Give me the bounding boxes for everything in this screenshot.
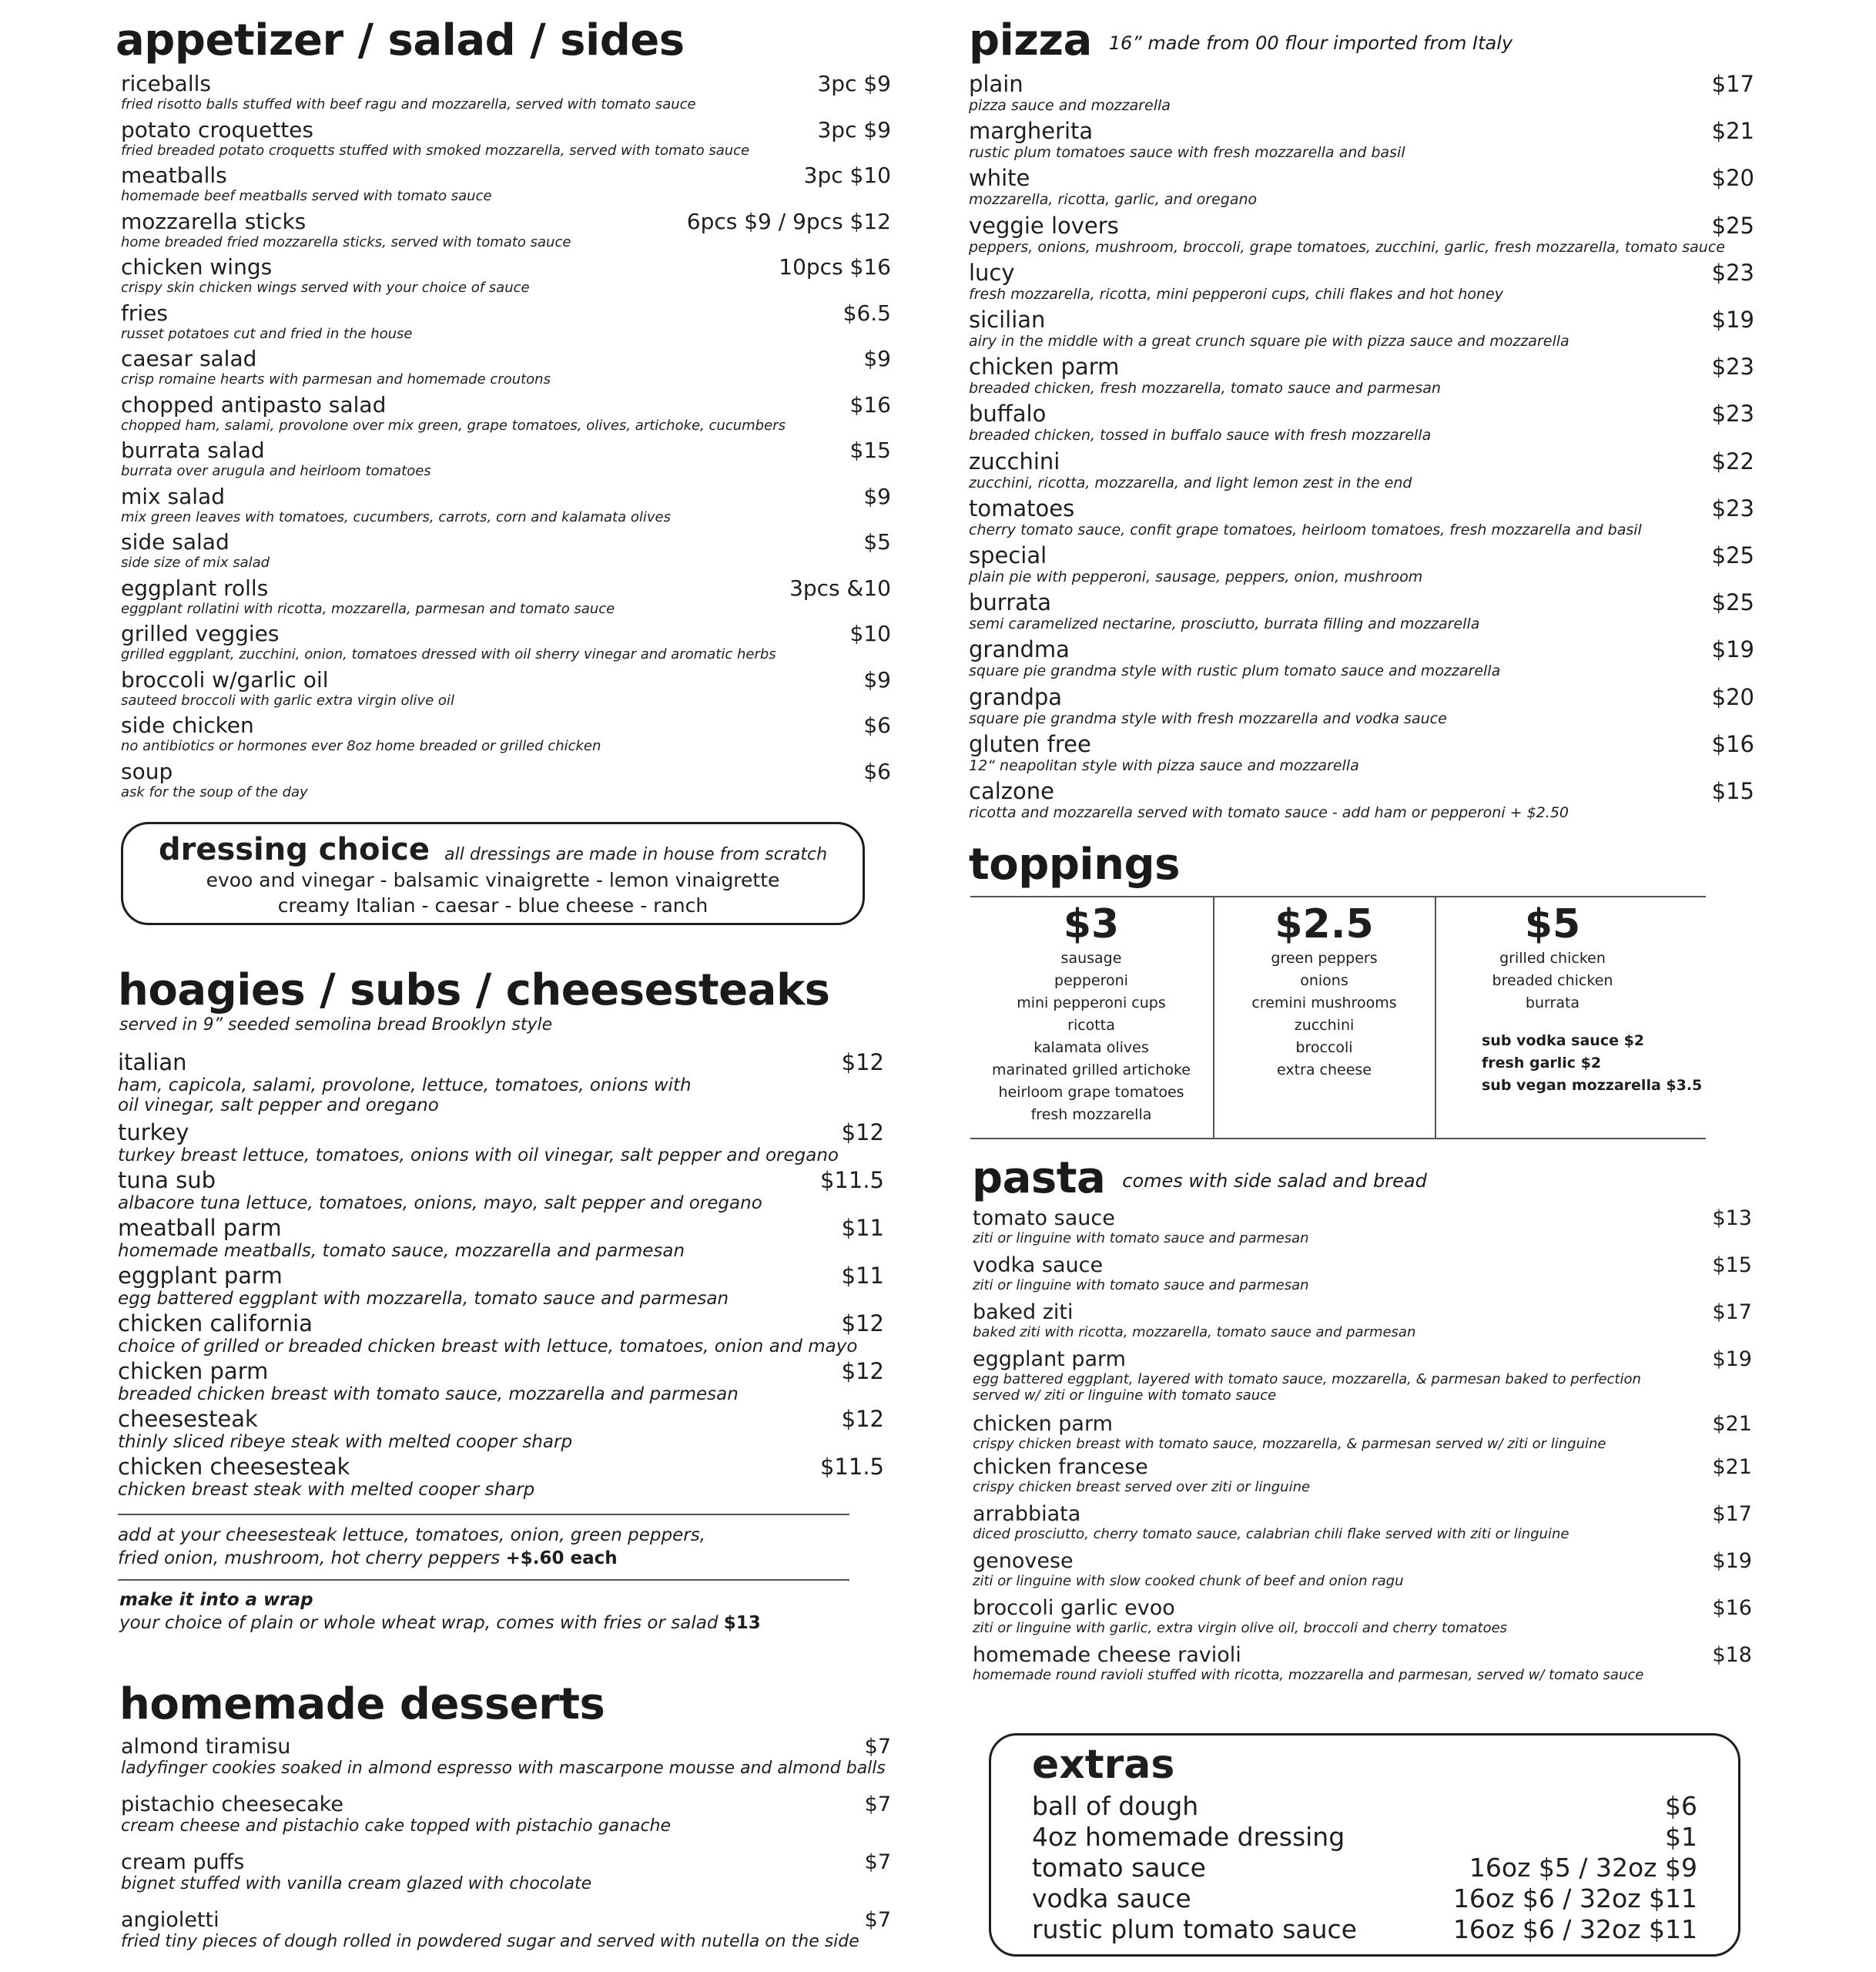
menu-item (969, 401, 1754, 444)
item-description: turkey breast lettuce, tomatoes, onions with oil vinegar, salt pepper and oregano (118, 1145, 839, 1165)
hoagies-heading: hoagies / subs / cheesesteaks (118, 965, 830, 1015)
pasta-list (973, 1206, 1752, 1692)
item-description: albacore tuna lettuce, tomatoes, onions, mayo, salt pepper and oregano (118, 1193, 762, 1213)
menu-item (121, 621, 891, 662)
item-name: mozzarella sticks (121, 208, 307, 234)
item-price: $7 (864, 1793, 891, 1816)
addons-price: +$.60 each (505, 1548, 618, 1568)
item-description: bignet stuffed with vanilla cream glazed with chocolate (121, 1874, 592, 1893)
item-price: $20 (1711, 683, 1754, 710)
item-name: burrata (969, 589, 1052, 616)
menu-item (969, 71, 1754, 114)
extras-title: extras (1032, 1742, 1175, 1788)
item-price: 3pcs &10 (789, 575, 891, 601)
item-price: $15 (1711, 778, 1754, 804)
item-description: grilled eggplant, zucchini, onion, tomatoes dressed with oil sherry vinegar and aromatic herbs (121, 646, 776, 662)
item-description: rustic plum tomatoes sauce with fresh mozzarella and basil (969, 144, 1405, 162)
extra-price: 16oz $6 / 32oz $11 (1452, 1883, 1697, 1913)
topping-price: $2.5 (1275, 901, 1374, 947)
menu-item (121, 254, 891, 296)
item-description: airy in the middle with a great crunch square pie with pizza sauce and mozzarella (969, 333, 1569, 350)
item-price: $22 (1711, 448, 1754, 475)
item-name: grandpa (969, 683, 1063, 710)
menu-item (969, 589, 1754, 632)
item-name: broccoli garlic evoo (973, 1596, 1175, 1620)
pasta-heading: pasta comes with side salad and bread (972, 1153, 1427, 1203)
menu-item (973, 1206, 1752, 1246)
item-price: $21 (1712, 1455, 1752, 1479)
item-name: chopped antipasto salad (121, 391, 387, 418)
menu-item (969, 165, 1754, 208)
item-price: $23 (1711, 259, 1754, 286)
menu-item (121, 346, 891, 387)
item-price: 10pcs $16 (779, 254, 891, 280)
item-price: $10 (849, 621, 891, 646)
item-name: veggie lovers (969, 212, 1119, 239)
topping-item: fresh mozzarella (1030, 1106, 1152, 1123)
item-description: homemade meatballs, tomato sauce, mozzarella and parmesan (118, 1241, 685, 1261)
item-price: $7 (864, 1735, 891, 1759)
menu-item (121, 163, 891, 204)
menu-item (969, 636, 1754, 679)
menu-item (118, 1263, 884, 1309)
item-price: $7 (864, 1908, 891, 1932)
item-name: angioletti (121, 1908, 219, 1932)
item-description: thinly sliced ribeye steak with melted cooper sharp (118, 1432, 573, 1452)
extra-name: 4oz homemade dressing (1032, 1822, 1345, 1852)
item-description: choice of grilled or breaded chicken breast with lettuce, tomatoes, onion and mayo (118, 1336, 858, 1357)
extra-price: 16oz $6 / 32oz $11 (1452, 1914, 1697, 1944)
item-price: $17 (1712, 1502, 1752, 1526)
topping-item: mini pepperoni cups (1017, 994, 1166, 1011)
item-name: white (969, 165, 1030, 192)
item-name: chicken wings (121, 254, 273, 280)
extra-name: vodka sauce (1032, 1883, 1191, 1913)
item-name: cheesesteak (118, 1406, 258, 1432)
toppings-bottom-rule (970, 1138, 1706, 1139)
pizza-list (969, 71, 1754, 826)
menu-item (121, 117, 891, 159)
extras-box (989, 1733, 1740, 1957)
item-price: 3pc $9 (817, 116, 891, 143)
item-description: zucchini, ricotta, mozzarella, and light lemon zest in the end (969, 474, 1412, 491)
item-price: $12 (841, 1358, 884, 1384)
item-name: riceballs (121, 71, 211, 96)
item-name: side salad (121, 529, 229, 555)
item-description: homemade round ravioli stuffed with ricotta, mozzarella and parmesan, served w/ tomato sauce (973, 1667, 1644, 1683)
dressing-title: dressing choice (158, 832, 430, 867)
item-description: plain pie with pepperoni, sausage, peppers, onion, mushroom (969, 568, 1423, 585)
topping-item: pepperoni (1054, 972, 1128, 989)
menu-item (118, 1119, 884, 1165)
toppings-top-rule (970, 896, 1706, 897)
item-price: $15 (849, 438, 891, 463)
extra-name: rustic plum tomato sauce (1032, 1914, 1357, 1944)
extras-row (1032, 1853, 1697, 1883)
item-description: mozzarella, ricotta, garlic, and oregano (969, 191, 1258, 209)
item-name: soup (121, 758, 173, 784)
item-name: chicken parm (118, 1358, 269, 1384)
menu-item (118, 1215, 884, 1261)
menu-item (969, 495, 1754, 538)
item-name: turkey (118, 1119, 189, 1145)
item-name: burrata salad (121, 438, 265, 463)
menu-item (969, 684, 1754, 727)
topping-item: broccoli (1295, 1039, 1353, 1056)
item-description: crisp romaine hearts with parmesan and homemade croutons (121, 371, 551, 387)
dressing-choice-box (121, 822, 865, 925)
menu-item (121, 1908, 891, 1951)
item-name: chicken california (118, 1310, 313, 1336)
item-price: $6 (863, 713, 891, 738)
item-price: $11 (841, 1263, 884, 1289)
item-price: $16 (849, 391, 891, 418)
menu-item (121, 392, 891, 434)
item-price: $25 (1711, 589, 1754, 616)
wrap-price: $13 (723, 1613, 761, 1633)
item-name: baked ziti (973, 1300, 1074, 1324)
menu-item (969, 354, 1754, 397)
item-price: $20 (1711, 165, 1754, 192)
divider (118, 1579, 849, 1581)
menu-item (973, 1253, 1752, 1293)
item-name: lucy (969, 259, 1015, 286)
menu-item (973, 1502, 1752, 1542)
menu-item (973, 1643, 1752, 1683)
item-description: oil vinegar, salt pepper and oregano (118, 1095, 439, 1115)
item-name: fries (121, 300, 168, 326)
menu-item (969, 778, 1754, 821)
extras-row (1032, 1822, 1697, 1853)
menu-item (121, 575, 891, 617)
desserts-list (121, 1735, 891, 1966)
item-description: ham, capicola, salami, provolone, lettuce, tomatoes, onions with (118, 1075, 692, 1095)
topping-extra: sub vodka sauce $2 (1482, 1032, 1645, 1049)
item-description: egg battered eggplant, layered with tomato sauce, mozzarella, & parmesan baked to perfection (973, 1371, 1641, 1387)
item-description: mix green leaves with tomatoes, cucumbers, carrots, corn and kalamata olives (121, 508, 671, 525)
topping-extra: fresh garlic $2 (1482, 1055, 1602, 1072)
item-description: peppers, onions, mushroom, broccoli, grape tomatoes, zucchini, garlic, fresh mozzarella, tomato sauce (969, 238, 1725, 256)
topping-item: burrata (1525, 994, 1580, 1011)
item-name: caesar salad (121, 346, 257, 371)
pizza-heading: pizza 16” made from 00 flour imported from Italy (969, 15, 1513, 65)
topping-price: $3 (1063, 901, 1120, 947)
menu-item (969, 542, 1754, 585)
item-description: fresh mozzarella, ricotta, mini pepperoni cups, chili flakes and hot honey (969, 285, 1503, 303)
item-price: $23 (1711, 354, 1754, 381)
menu-item (118, 1049, 884, 1115)
item-price: $16 (1712, 1596, 1752, 1620)
item-name: potato croquettes (121, 116, 313, 143)
item-name: almond tiramisu (121, 1735, 291, 1759)
item-price: $7 (864, 1850, 891, 1874)
item-name: cream puffs (121, 1850, 245, 1874)
item-description: semi caramelized nectarine, prosciutto, burrata filling and mozzarella (969, 615, 1480, 633)
menu-item (121, 1793, 891, 1836)
item-description: no antibiotics or hormones ever 8oz home breaded or grilled chicken (121, 738, 601, 754)
topping-item: kalamata olives (1033, 1039, 1149, 1056)
appetizers-list (121, 71, 891, 807)
extra-price: $6 (1665, 1791, 1697, 1821)
item-price: $6.5 (843, 300, 891, 326)
item-description: fried breaded potato croquetts stuffed with smoked mozzarella, served with tomato sauce (121, 142, 750, 159)
item-price: $17 (1711, 71, 1754, 97)
item-name: meatballs (121, 163, 227, 188)
item-description: fried risotto balls stuffed with beef ragu and mozzarella, served with tomato sauce (121, 96, 696, 112)
item-name: plain (969, 71, 1023, 97)
item-name: mix salad (121, 483, 225, 509)
item-name: italian (118, 1049, 187, 1075)
dressing-options-line-1: evoo and vinegar - balsamic vinaigrette - lemon vinaigrette (206, 869, 780, 891)
item-price: $11 (841, 1215, 884, 1241)
item-name: homemade cheese ravioli (973, 1643, 1241, 1667)
toppings-col-3 (972, 901, 1211, 1126)
item-name: eggplant parm (973, 1347, 1126, 1371)
topping-extra: sub vegan mozzarella $3.5 (1482, 1077, 1703, 1094)
divider (118, 1514, 849, 1515)
extras-row (1032, 1914, 1697, 1945)
item-name: chicken francese (973, 1455, 1148, 1479)
wrap-option (119, 1588, 761, 1635)
toppings-heading: toppings (969, 840, 1180, 890)
menu-item (121, 438, 891, 479)
menu-item (121, 1735, 891, 1778)
item-description: ladyfinger cookies soaked in almond espresso with mascarpone mousse and almond balls (121, 1759, 886, 1778)
item-name: special (969, 542, 1047, 568)
extras-row (1032, 1791, 1697, 1822)
menu-item (969, 260, 1754, 303)
item-price: 3pc $10 (803, 163, 891, 188)
extra-name: ball of dough (1032, 1791, 1199, 1821)
menu-item (969, 448, 1754, 491)
item-price: $23 (1711, 401, 1754, 428)
menu-item (969, 118, 1754, 161)
item-price: $6 (863, 758, 891, 784)
item-price: $13 (1712, 1206, 1752, 1230)
item-name: sicilian (969, 307, 1046, 333)
hoagies-list (118, 1049, 884, 1511)
item-name: side chicken (121, 713, 254, 738)
item-name: zucchini (969, 448, 1060, 475)
item-name: chicken parm (969, 354, 1120, 381)
menu-item (969, 731, 1754, 774)
item-price: $12 (841, 1406, 884, 1432)
item-price: $15 (1712, 1253, 1752, 1277)
item-description: served w/ ziti or linguine with tomato sauce (973, 1387, 1277, 1404)
item-name: gluten free (969, 730, 1091, 757)
topping-price: $5 (1524, 901, 1581, 947)
wrap-text: your choice of plain or whole wheat wrap, comes with fries or salad (119, 1613, 719, 1633)
item-price: 6pcs $9 / 9pcs $12 (686, 208, 891, 234)
topping-item: ricotta (1067, 1017, 1115, 1034)
item-price: 3pc $9 (817, 71, 891, 96)
menu-item (121, 667, 891, 709)
item-description: burrata over arugula and heirloom tomatoes (121, 463, 431, 479)
item-price: $9 (863, 666, 891, 693)
menu-item (973, 1549, 1752, 1589)
topping-item: sausage (1060, 950, 1122, 967)
item-description: eggplant rollatini with ricotta, mozzarella, parmesan and tomato sauce (121, 600, 615, 617)
toppings-col-5 (1437, 901, 1703, 1097)
item-description: cream cheese and pistachio cake topped with pistachio ganache (121, 1816, 672, 1836)
item-description: breaded chicken, fresh mozzarella, tomato sauce and parmesan (969, 380, 1441, 397)
menu-item (121, 209, 891, 250)
item-name: calzone (969, 778, 1054, 804)
item-description: side size of mix salad (121, 555, 270, 571)
item-description: diced prosciutto, cherry tomato sauce, calabrian chili flake served with ziti or linguine (973, 1526, 1569, 1542)
item-description: crispy chicken breast with tomato sauce, mozzarella, & parmesan served w/ ziti or linguine (973, 1436, 1606, 1452)
item-name: genovese (973, 1549, 1074, 1573)
menu-item (973, 1347, 1752, 1404)
item-name: meatball parm (118, 1215, 282, 1241)
menu-item (118, 1167, 884, 1213)
topping-item: extra cheese (1277, 1061, 1372, 1078)
item-description: square pie grandma style with rustic plum tomato sauce and mozzarella (969, 662, 1501, 680)
item-name: tomatoes (969, 495, 1075, 522)
topping-item: cremini mushrooms (1251, 994, 1397, 1011)
item-description: ziti or linguine with tomato sauce and parmesan (973, 1230, 1309, 1246)
menu-item (118, 1406, 884, 1452)
item-description: baked ziti with ricotta, mozzarella, tomato sauce and parmesan (973, 1324, 1416, 1340)
topping-item: breaded chicken (1492, 972, 1613, 989)
menu-item (118, 1310, 884, 1357)
menu-item (121, 529, 891, 571)
item-description: crispy chicken breast served over ziti or linguine (973, 1479, 1311, 1495)
item-price: $25 (1711, 542, 1754, 568)
item-price: $19 (1711, 636, 1754, 663)
item-name: tuna sub (118, 1167, 216, 1193)
item-name: margherita (969, 118, 1094, 145)
item-name: chicken cheesesteak (118, 1454, 350, 1480)
dressing-options-line-2: creamy Italian - caesar - blue cheese - ranch (277, 894, 709, 917)
item-price: $11.5 (819, 1454, 884, 1480)
item-price: $16 (1711, 730, 1754, 757)
item-description: ziti or linguine with tomato sauce and parmesan (973, 1277, 1309, 1293)
wrap-title: make it into a wrap (119, 1590, 313, 1610)
item-description: chopped ham, salami, provolone over mix green, grape tomatoes, olives, artichoke, cucumbers (121, 417, 786, 434)
addons-line-1: add at your cheesesteak lettuce, tomatoes, onion, green peppers, (118, 1525, 705, 1545)
item-price: $17 (1712, 1300, 1752, 1324)
toppings-divider (1213, 896, 1214, 1138)
item-name: pistachio cheesecake (121, 1793, 343, 1816)
menu-item (121, 759, 891, 800)
item-name: broccoli w/garlic oil (121, 666, 329, 693)
item-price: $12 (841, 1310, 884, 1336)
menu-item (121, 713, 891, 754)
menu-item (121, 71, 891, 112)
topping-item: grilled chicken (1499, 950, 1606, 967)
menu-item (121, 300, 891, 342)
item-description: breaded chicken breast with tomato sauce, mozzarella and parmesan (118, 1384, 739, 1404)
menu-item (121, 484, 891, 525)
item-name: grandma (969, 636, 1070, 663)
item-name: eggplant parm (118, 1263, 283, 1289)
item-price: $11.5 (819, 1167, 884, 1193)
item-name: eggplant rolls (121, 575, 269, 601)
toppings-divider (1435, 896, 1436, 1138)
item-description: cherry tomato sauce, confit grape tomatoes, heirloom tomatoes, fresh mozzarella and basil (969, 521, 1642, 538)
item-price: $21 (1711, 118, 1754, 145)
item-price: $21 (1712, 1412, 1752, 1436)
menu-item (973, 1455, 1752, 1495)
item-name: tomato sauce (973, 1206, 1115, 1230)
item-price: $19 (1711, 307, 1754, 333)
item-description: chicken breast steak with melted cooper sharp (118, 1480, 535, 1500)
topping-item: onions (1300, 972, 1348, 989)
item-description: crispy skin chicken wings served with your choice of sauce (121, 280, 530, 296)
menu-item (969, 213, 1754, 256)
extra-price: 16oz $5 / 32oz $9 (1469, 1853, 1697, 1883)
item-name: vodka sauce (973, 1253, 1104, 1277)
item-description: home breaded fried mozzarella sticks, served with tomato sauce (121, 233, 571, 250)
item-price: $5 (863, 529, 891, 555)
item-description: ziti or linguine with garlic, extra virgin olive oil, broccoli and cherry tomatoes (973, 1620, 1508, 1636)
topping-item: zucchini (1294, 1017, 1355, 1034)
hoagies-subtitle: served in 9” seeded semolina bread Brooklyn style (119, 1015, 553, 1035)
appetizers-heading: appetizer / salad / sides (116, 15, 685, 65)
item-name: chicken parm (973, 1412, 1113, 1436)
item-price: $12 (841, 1119, 884, 1145)
item-description: russet potatoes cut and fried in the house (121, 325, 413, 342)
item-name: grilled veggies (121, 621, 280, 646)
menu-item (118, 1454, 884, 1500)
item-description: square pie grandma style with fresh mozzarella and vodka sauce (969, 709, 1447, 727)
addons-line-2: fried onion, mushroom, hot cherry peppers (118, 1548, 501, 1568)
pasta-subtitle: comes with side salad and bread (1122, 1169, 1427, 1192)
item-price: $25 (1711, 212, 1754, 239)
item-name: arrabbiata (973, 1502, 1081, 1526)
item-price: $12 (841, 1049, 884, 1075)
menu-item (121, 1850, 891, 1893)
item-price: $9 (863, 346, 891, 371)
item-description: fried tiny pieces of dough rolled in powdered sugar and served with nutella on the side (121, 1932, 859, 1951)
topping-item: heirloom grape tomatoes (998, 1084, 1184, 1101)
item-price: $23 (1711, 495, 1754, 522)
item-description: 12“ neapolitan style with pizza sauce and mozzarella (969, 756, 1359, 774)
menu-item (973, 1412, 1752, 1452)
menu-item (973, 1596, 1752, 1636)
item-description: ask for the soup of the day (121, 783, 308, 800)
dressing-note: all dressings are made in house from scratch (444, 845, 828, 864)
pizza-subtitle: 16” made from 00 flour imported from Italy (1108, 32, 1513, 54)
menu-item (973, 1300, 1752, 1340)
item-price: $18 (1712, 1643, 1752, 1667)
item-price: $9 (863, 483, 891, 509)
item-description: sauteed broccoli with garlic extra virgin olive oil (121, 692, 454, 709)
cheesesteak-addons (118, 1524, 705, 1570)
extra-name: tomato sauce (1032, 1853, 1206, 1883)
item-description: ziti or linguine with slow cooked chunk of beef and onion ragu (973, 1573, 1404, 1589)
item-price: $19 (1712, 1549, 1752, 1573)
item-price: $19 (1712, 1347, 1752, 1371)
item-description: egg battered eggplant with mozzarella, tomato sauce and parmesan (118, 1289, 729, 1309)
topping-item: green peppers (1271, 950, 1378, 967)
menu-item (969, 307, 1754, 350)
extra-price: $1 (1665, 1822, 1697, 1852)
extras-row (1032, 1883, 1697, 1914)
topping-item: marinated grilled artichoke (992, 1061, 1191, 1078)
item-name: buffalo (969, 401, 1047, 428)
toppings-col-2-5 (1215, 901, 1433, 1082)
item-description: ricotta and mozzarella served with tomato sauce - add ham or pepperoni + $2.50 (969, 804, 1569, 821)
item-description: pizza sauce and mozzarella (969, 97, 1171, 114)
item-description: breaded chicken, tossed in buffalo sauce with fresh mozzarella (969, 427, 1432, 444)
menu-item (118, 1358, 884, 1404)
item-description: homemade beef meatballs served with tomato sauce (121, 188, 492, 204)
desserts-heading: homemade desserts (119, 1679, 605, 1729)
